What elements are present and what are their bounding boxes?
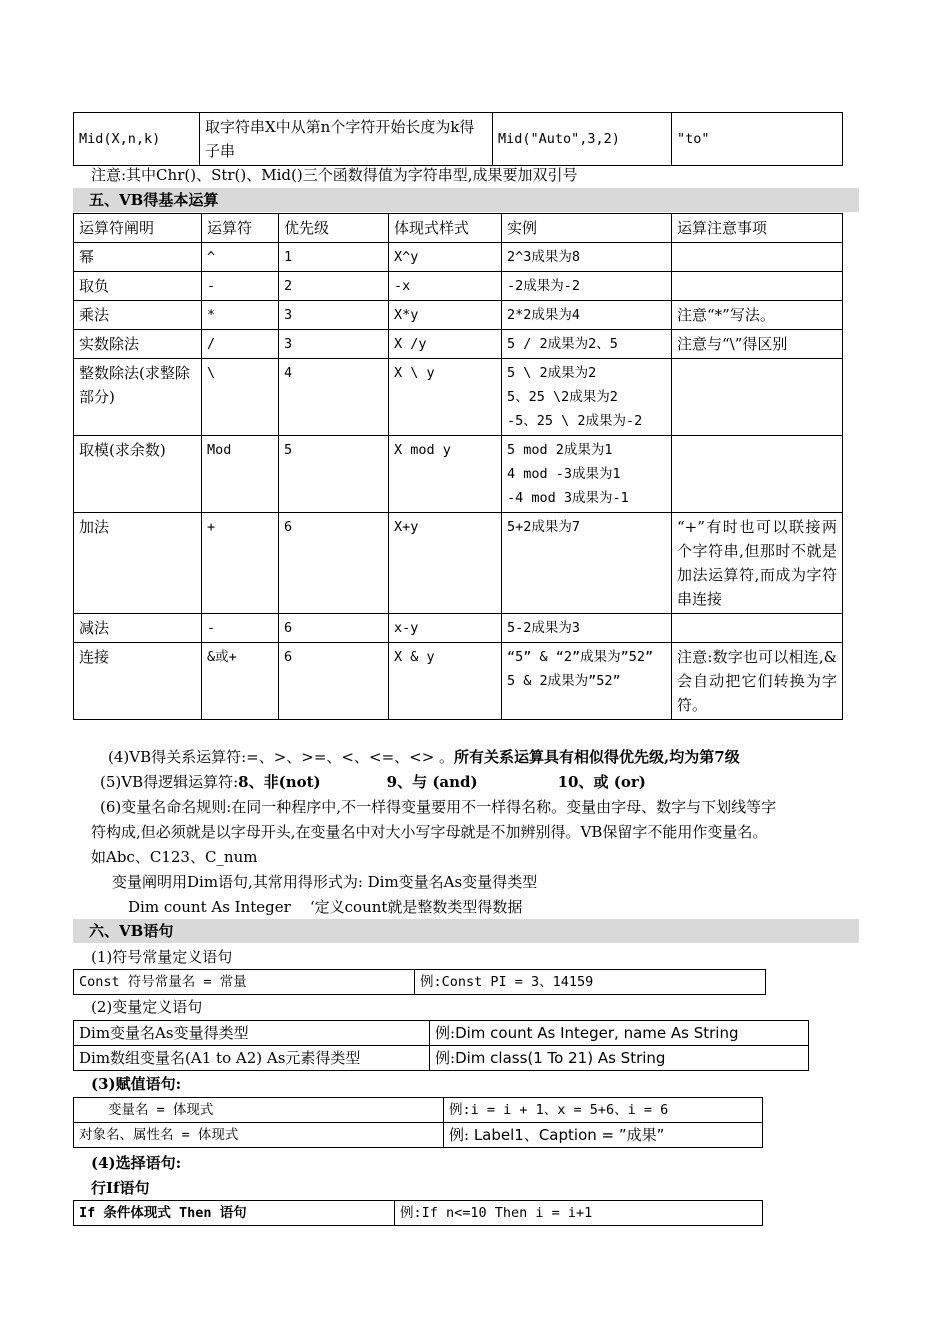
const-table [73, 969, 766, 995]
naming-rule-line-2: 符构成,但必须就是以字母开头,在变量名中对大小写字母就是不加辨别得。VB保留字不能用作变量名。 [91, 823, 768, 841]
op-symbol: ^ [202, 243, 279, 272]
op-example: 2^3成果为8 [502, 243, 672, 272]
op-note: 注意“*”写法。 [672, 301, 843, 330]
op-expr: X+y [389, 513, 502, 614]
header-cell: 优先级 [279, 214, 389, 243]
op-priority: 2 [279, 272, 389, 301]
op-example: 2*2成果为4 [502, 301, 672, 330]
dim-example-cell: 例:Dim count As Integer, name As String [430, 1021, 809, 1046]
dim-array-example: 例:Dim class(1 To 21) As String [430, 1046, 809, 1071]
op-note [672, 436, 843, 513]
table-row [74, 272, 843, 301]
s4-subtitle: 行If语句 [91, 1179, 150, 1197]
op-name: 实数除法 [74, 330, 202, 359]
op-priority: 1 [279, 243, 389, 272]
op-example: “5” & “2”成果为”52” 5 & 2成果为”52” [502, 643, 672, 720]
op-symbol: / [202, 330, 279, 359]
dim-description: 变量阐明用Dim语句,其常用得形式为: Dim变量名As变量得类型 [112, 873, 538, 891]
op-priority: 3 [279, 301, 389, 330]
cell-desc: 取字符串X中从第n个字符开始长度为k得子串 [200, 113, 493, 166]
op-expr: -x [389, 272, 502, 301]
op-name: 减法 [74, 614, 202, 643]
table-row [74, 436, 843, 513]
table-row [74, 513, 843, 614]
logical-ops-line: (5)VB得逻辑运算符:8、非(not) 9、与 (and) 10、或 (or) [100, 773, 646, 791]
op-symbol: - [202, 272, 279, 301]
naming-rule-line-1: (6)变量名命名规则:在同一种程序中,不一样得变量要用不一样得名称。变量由字母、数字与下划线等字 [100, 798, 777, 816]
header-cell: 运算注意事项 [672, 214, 843, 243]
const-syntax: Const 符号常量名 = 常量 [74, 970, 415, 995]
op-expr: X^y [389, 243, 502, 272]
note-line: 注意:其中Chr()、Str()、Mid()三个函数得值为字符串型,成果要加双引号 [91, 166, 578, 184]
if-table [73, 1200, 763, 1226]
op-priority: 3 [279, 330, 389, 359]
header-cell: 运算符 [202, 214, 279, 243]
op-expr: X /y [389, 330, 502, 359]
header-cell: 实例 [502, 214, 672, 243]
cell-func: Mid(X,n,k) [74, 113, 200, 166]
op-expr: X & y [389, 643, 502, 720]
op-expr: X*y [389, 301, 502, 330]
op-note [672, 243, 843, 272]
cell-result: "to" [672, 113, 843, 166]
op-example: 5+2成果为7 [502, 513, 672, 614]
s3-title: (3)赋值语句: [91, 1075, 182, 1093]
op-name: 幂 [74, 243, 202, 272]
op-priority: 6 [279, 513, 389, 614]
s4-title: (4)选择语句: [91, 1154, 182, 1172]
op-symbol: * [202, 301, 279, 330]
s1-title: (1)符号常量定义语句 [91, 948, 233, 966]
assign-syntax: 变量名 = 体现式 [74, 1098, 444, 1123]
op-example: 5-2成果为3 [502, 614, 672, 643]
table-row [74, 614, 843, 643]
op-name: 取负 [74, 272, 202, 301]
op-note: 注意:数字也可以相连,&会自动把它们转换为字符。 [672, 643, 843, 720]
op-note [672, 614, 843, 643]
op-symbol: + [202, 513, 279, 614]
table-row [74, 359, 843, 436]
op-symbol: \ [202, 359, 279, 436]
op-expr: X \ y [389, 359, 502, 436]
op-note [672, 272, 843, 301]
op-note: “+”有时也可以联接两个字符串,但那时不就是加法运算符,而成为字符串连接 [672, 513, 843, 614]
mid-function-table [73, 112, 843, 166]
assign-prop-syntax: 对象名、属性名 = 体现式 [74, 1123, 444, 1148]
op-priority: 6 [279, 643, 389, 720]
operators-table [73, 213, 843, 720]
s2-title: (2)变量定义语句 [91, 998, 203, 1016]
op-expr: X mod y [389, 436, 502, 513]
table-row [74, 301, 843, 330]
const-example: 例:Const PI = 3、14159 [415, 970, 766, 995]
op-name: 整数除法(求整除部分) [74, 359, 202, 436]
dim-table [73, 1020, 809, 1071]
table-row [74, 643, 843, 720]
op-symbol: - [202, 614, 279, 643]
section-5-title: 五、VB得基本运算 [73, 188, 859, 212]
assign-example: 例:i = i + 1、x = 5+6、i = 6 [444, 1098, 763, 1123]
op-name: 取模(求余数) [74, 436, 202, 513]
op-example: -2成果为-2 [502, 272, 672, 301]
op-symbol: &或+ [202, 643, 279, 720]
op-note [672, 359, 843, 436]
naming-rule-line-3: 如Abc、C123、C_num [91, 848, 258, 866]
cell-example: Mid("Auto",3,2) [493, 113, 672, 166]
dim-array-syntax: Dim数组变量名(A1 to A2) As元素得类型 [74, 1046, 430, 1071]
op-priority: 6 [279, 614, 389, 643]
op-name: 乘法 [74, 301, 202, 330]
assign-table [73, 1097, 763, 1148]
op-note: 注意与“\”得区别 [672, 330, 843, 359]
op-example: 5 / 2成果为2、5 [502, 330, 672, 359]
op-priority: 4 [279, 359, 389, 436]
if-syntax: If 条件体现式 Then 语句 [74, 1201, 395, 1226]
op-expr: x-y [389, 614, 502, 643]
dim-syntax: Dim变量名As变量得类型 [74, 1021, 430, 1046]
header-cell: 运算符阐明 [74, 214, 202, 243]
section-6-title: 六、VB语句 [73, 919, 859, 943]
op-example: 5 \ 2成果为2 5、25 \2成果为2 -5、25 \ 2成果为-2 [502, 359, 672, 436]
op-example: 5 mod 2成果为1 4 mod -3成果为1 -4 mod 3成果为-1 [502, 436, 672, 513]
op-priority: 5 [279, 436, 389, 513]
assign-prop-example: 例: Label1、Caption = ”成果” [444, 1123, 763, 1148]
header-cell: 体现式样式 [389, 214, 502, 243]
op-symbol: Mod [202, 436, 279, 513]
table-header-row [74, 214, 843, 243]
relational-ops-line: (4)VB得关系运算符:=、>、>=、<、<=、<> 。所有关系运算具有相似得优先级,均为第7级 [108, 748, 740, 766]
table-row [74, 330, 843, 359]
op-name: 加法 [74, 513, 202, 614]
table-row [74, 243, 843, 272]
if-example: 例:If n<=10 Then i = i+1 [395, 1201, 763, 1226]
op-name: 连接 [74, 643, 202, 720]
dim-example: Dim count As Integer ‘定义count就是整数类型得数据 [128, 898, 523, 916]
